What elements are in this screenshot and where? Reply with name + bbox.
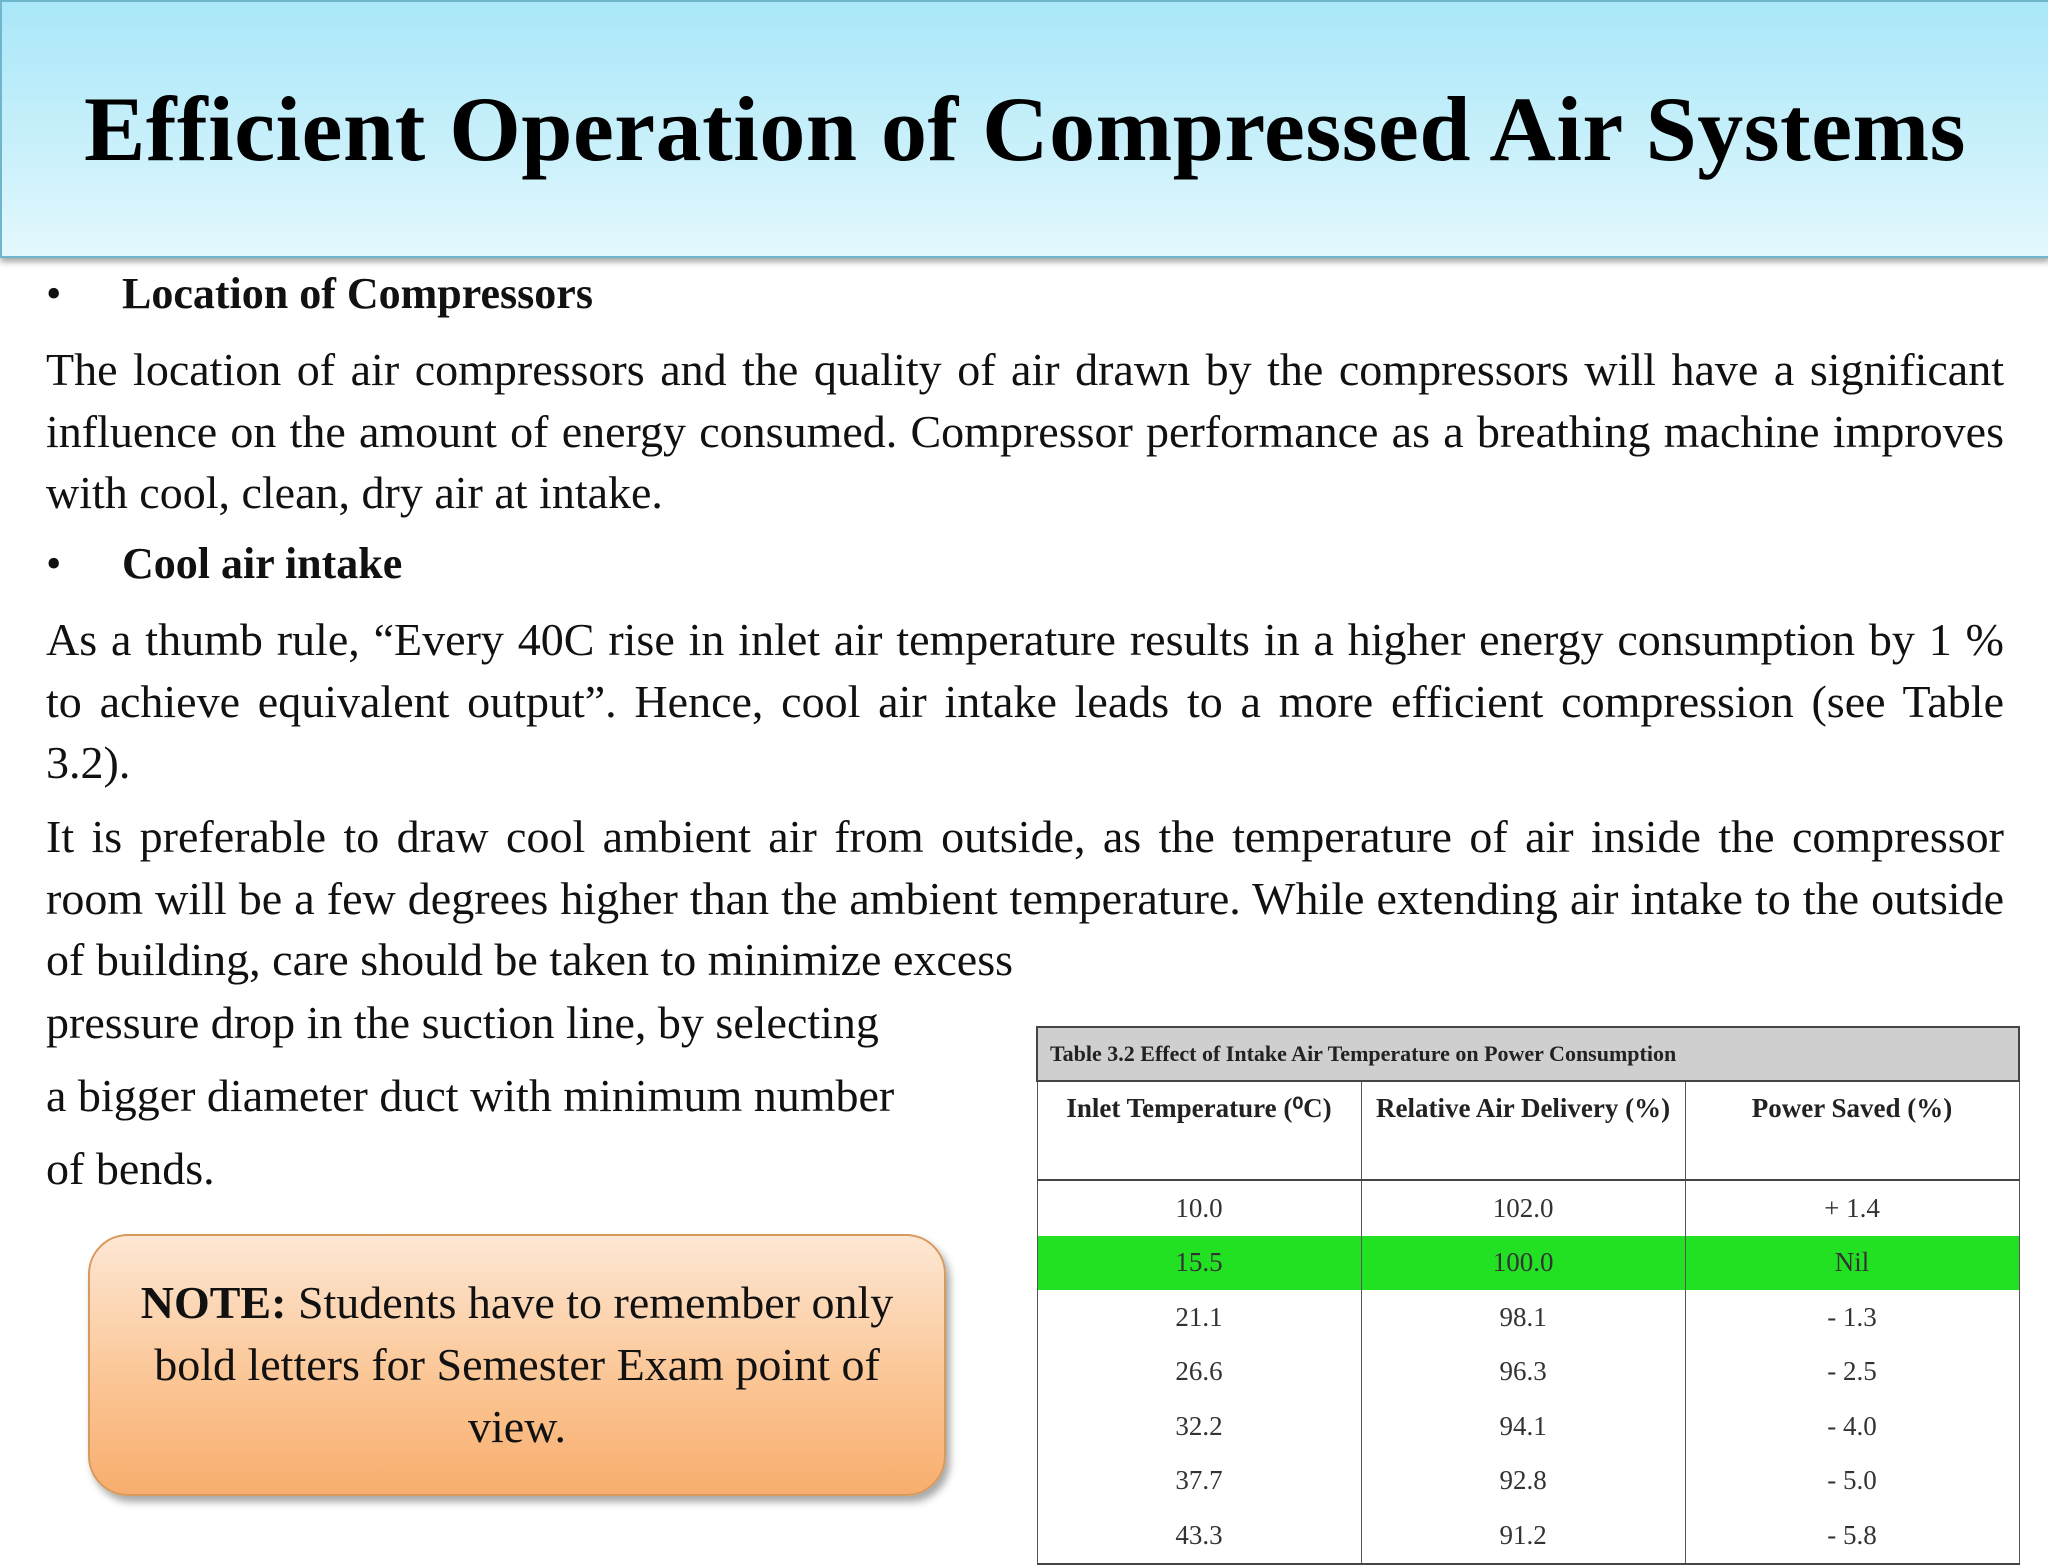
table-cell: 92.8 [1361, 1454, 1685, 1509]
table-caption-row [1037, 1027, 2019, 1081]
cool-air-paragraph-1: As a thumb rule, “Every 40C rise in inlet air temperature results in a higher energy consumption by 1 % to achieve equivalent output”. Hence, cool air intake leads to a more efficient compression (see Table 3.2). [46, 614, 2004, 788]
bullet-dot: • [46, 269, 62, 318]
table-cell: - 2.5 [1685, 1345, 2019, 1400]
cool-air-paragraph-2: It is preferable to draw cool ambient air from outside, as the temperature of air inside the compressor room will be a few degrees higher than the ambient temperature. While extending air intake to the outside of building, care should be taken to minimize excess [46, 811, 2004, 985]
table-cell: 15.5 [1037, 1236, 1361, 1291]
header-power-saved: Power Saved (%) [1685, 1081, 2019, 1180]
bullet-location-heading [46, 268, 593, 319]
table-cell: 10.0 [1037, 1180, 1361, 1236]
page-title: Efficient Operation of Compressed Air Systems [84, 78, 1966, 180]
table-cell: - 5.8 [1685, 1508, 2019, 1564]
location-paragraph: The location of air compressors and the quality of air drawn by the compressors will have a significant influence on the amount of energy consumed. Compressor performance as a breathing machine improves with cool, clean, dry air at intake. [46, 344, 2004, 518]
table-cell: 43.3 [1037, 1508, 1361, 1564]
table-cell: 96.3 [1361, 1345, 1685, 1400]
table-cell: 100.0 [1361, 1236, 1685, 1291]
table-row [1037, 1345, 2019, 1400]
table-row [1037, 1180, 2019, 1236]
header-inlet-temperature: Inlet Temperature (⁰C) [1037, 1081, 1361, 1180]
note-text [137, 1272, 897, 1458]
note-box [88, 1234, 946, 1496]
table-cell: - 5.0 [1685, 1454, 2019, 1509]
note-body: Students have to remember only bold letters for Semester Exam point of view. [154, 1277, 894, 1452]
paragraph-line: of bends. [46, 1143, 215, 1194]
paragraph-line: pressure drop in the suction line, by selecting [46, 997, 879, 1048]
table-cell: Nil [1685, 1236, 2019, 1291]
table-cell: 94.1 [1361, 1399, 1685, 1454]
table-cell: 21.1 [1037, 1290, 1361, 1345]
table-row [1037, 1399, 2019, 1454]
location-heading: Location of Compressors [122, 269, 593, 318]
title-banner [0, 0, 2048, 258]
note-label: NOTE: [140, 1277, 287, 1328]
table-cell: 32.2 [1037, 1399, 1361, 1454]
bullet-dot: • [46, 539, 62, 588]
table-cell: 26.6 [1037, 1345, 1361, 1400]
paragraph-line: a bigger diameter duct with minimum number [46, 1070, 895, 1121]
table-row [1037, 1290, 2019, 1345]
intake-temperature-table [1036, 1026, 2020, 1565]
table-cell: - 1.3 [1685, 1290, 2019, 1345]
table-row [1037, 1454, 2019, 1509]
table-cell: 91.2 [1361, 1508, 1685, 1564]
table-cell: 37.7 [1037, 1454, 1361, 1509]
cool-air-heading: Cool air intake [122, 539, 403, 588]
table-cell: 98.1 [1361, 1290, 1685, 1345]
table-row-highlighted [1037, 1236, 2019, 1291]
header-relative-air-delivery: Relative Air Delivery (%) [1361, 1081, 1685, 1180]
table-header-row [1037, 1081, 2019, 1180]
table-cell: + 1.4 [1685, 1180, 2019, 1236]
table-cell: - 4.0 [1685, 1399, 2019, 1454]
table-caption: Table 3.2 Effect of Intake Air Temperature on Power Consumption [1037, 1027, 2019, 1081]
bullet-cool-air-heading [46, 538, 402, 589]
table-cell: 102.0 [1361, 1180, 1685, 1236]
cool-air-paragraph-3 [46, 986, 1006, 1205]
